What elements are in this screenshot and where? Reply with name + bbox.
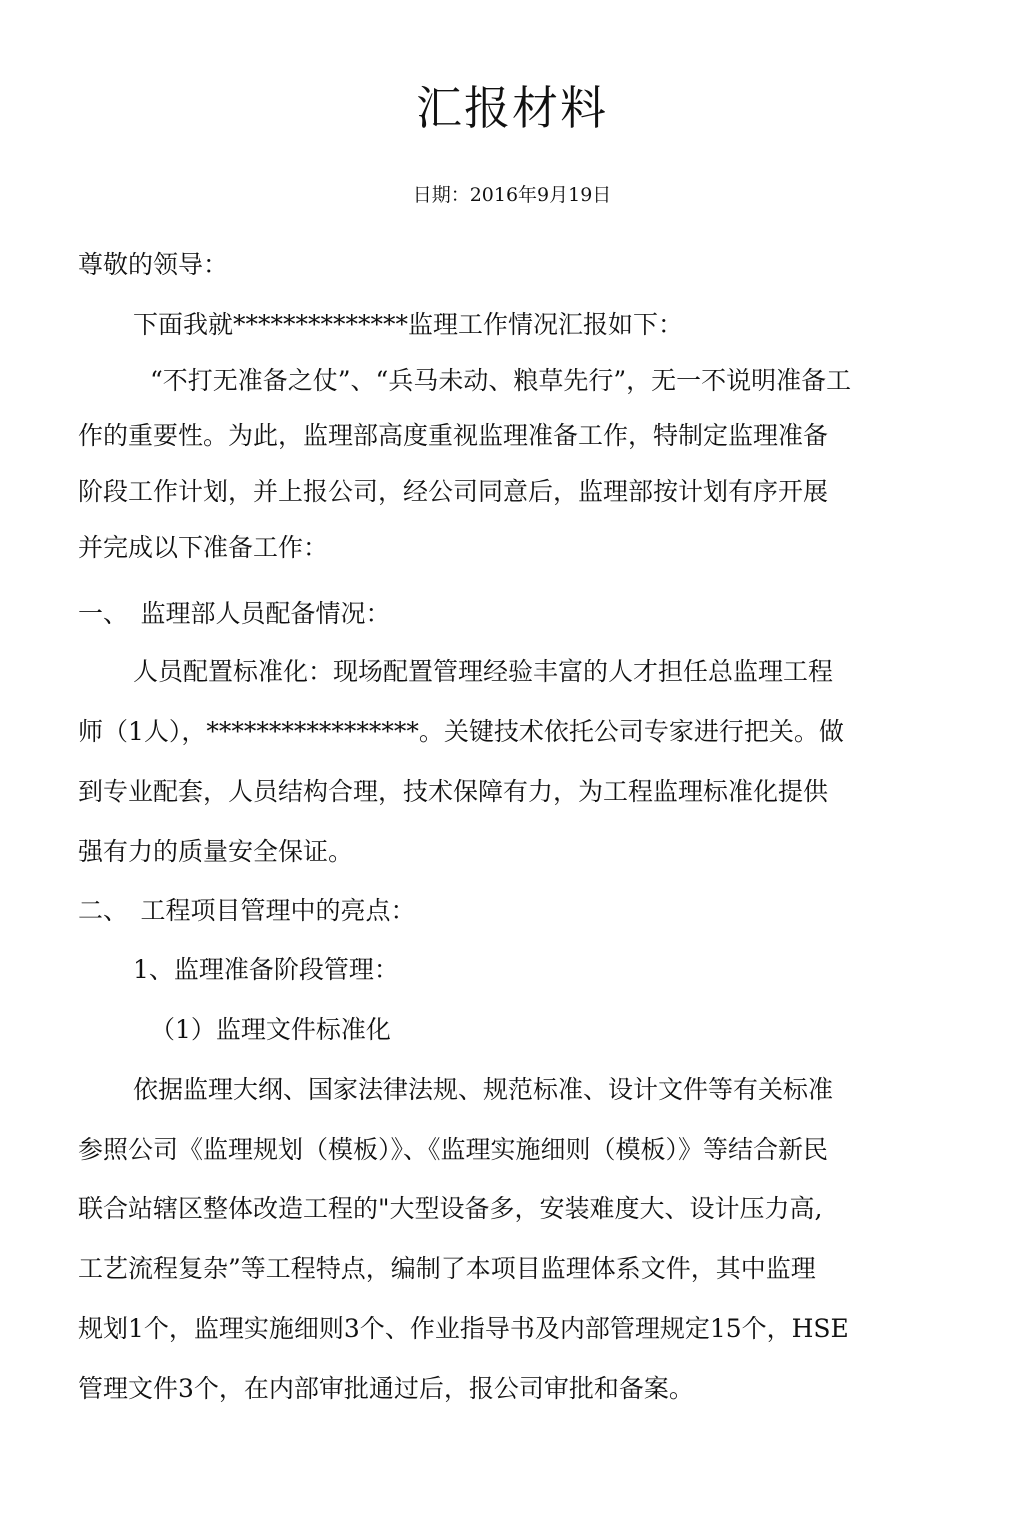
- paragraph-line: 工艺流程复杂”等工程特点，编制了本项目监理体系文件，其中监理: [78, 1254, 816, 1283]
- section-heading: 二、 工程项目管理中的亮点：: [78, 896, 416, 925]
- greeting: 尊敬的领导：: [78, 250, 229, 279]
- document-date: 日期：2016年9月19日: [412, 184, 612, 206]
- paragraph-line: 作的重要性。为此，监理部高度重视监理准备工作，特制定监理准备: [78, 421, 829, 450]
- paragraph-line: 人员配置标准化：现场配置管理经验丰富的人才担任总监理工程: [133, 657, 834, 686]
- paragraph-line: 并完成以下准备工作：: [78, 533, 329, 562]
- paragraph-line: “不打无准备之仗”、“兵马未动、粮草先行”，无一不说明准备工: [150, 366, 852, 395]
- paragraph-line: 阶段工作计划，并上报公司，经公司同意后，监理部按计划有序开展: [78, 477, 829, 506]
- paragraph-line: 联合站辖区整体改造工程的"大型设备多，安装难度大、设计压力高,: [78, 1194, 823, 1223]
- paragraph-line: 下面我就**************监理工作情况汇报如下：: [133, 310, 684, 339]
- paragraph-line: 规划1个，监理实施细则3个、作业指导书及内部管理规定15个，HSE: [78, 1314, 849, 1343]
- subsection-heading: 1、监理准备阶段管理：: [133, 955, 399, 984]
- document-title: 汇报材料: [416, 81, 608, 135]
- paragraph-line: 强有力的质量安全保证。: [78, 837, 354, 866]
- paragraph-line: 参照公司《监理规划（模板）》、《监理实施细则（模板）》等结合新民: [78, 1135, 829, 1164]
- paragraph-line: 依据监理大纲、国家法律法规、规范标准、设计文件等有关标准: [133, 1075, 834, 1104]
- paragraph-line: 到专业配套，人员结构合理，技术保障有力，为工程监理标准化提供: [78, 777, 829, 806]
- paragraph-line: 师（1人），*****************。关键技术依托公司专家进行把关。做: [78, 717, 844, 746]
- section-heading: 一、 监理部人员配备情况：: [78, 599, 391, 628]
- subsection-heading: （1）监理文件标准化: [150, 1015, 391, 1044]
- paragraph-line: 管理文件3个，在内部审批通过后，报公司审批和备案。: [78, 1374, 694, 1403]
